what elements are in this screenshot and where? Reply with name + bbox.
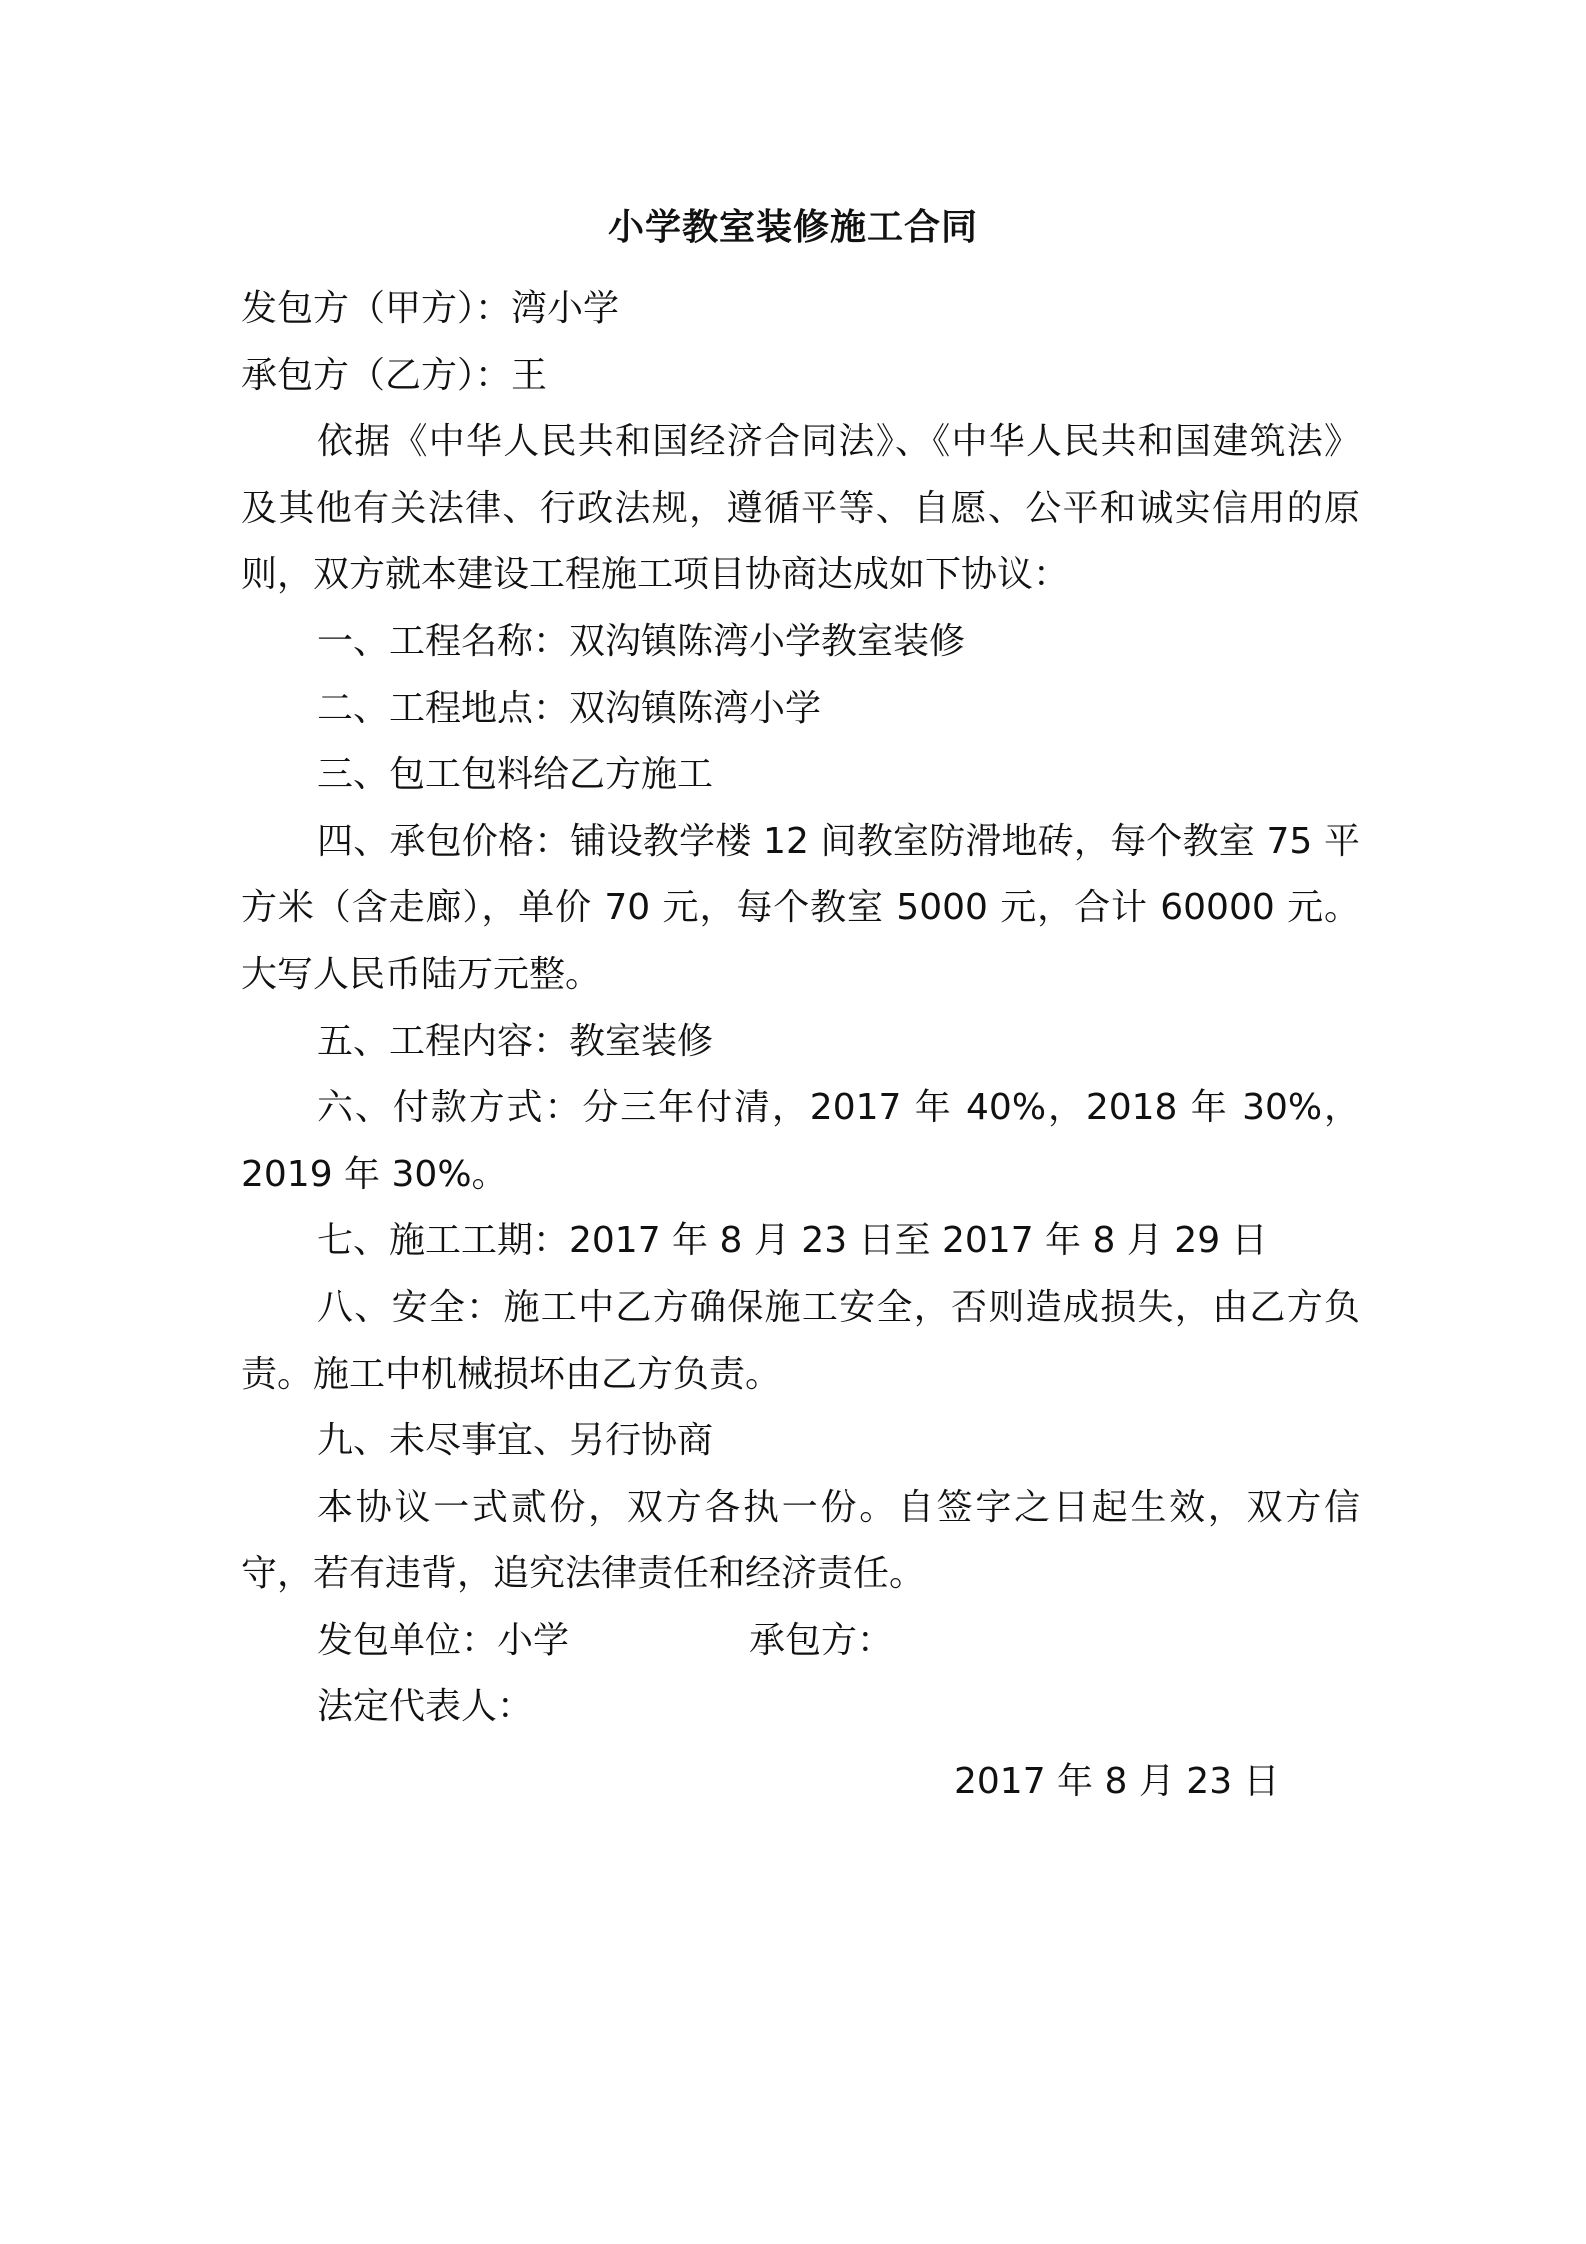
clause-6: 六、付款方式：分三年付清，2017 年 40%，2018 年 30%，2019 年 30%。 <box>241 1087 1360 1195</box>
clause-4: 四、承包价格：铺设教学楼 12 间教室防滑地砖，每个教室 75 平方米（含走廊），单价 70 元，每个教室 5000 元，合计 60000 元。大写人民币陆万元整。 <box>241 820 1360 995</box>
issuer-signature-label: 发包单位：小学 <box>317 1619 570 1661</box>
preamble-paragraph: 依据《中华人民共和国经济合同法》、《中华人民共和国建筑法》及其他有关法律、行政法规，遵循平等、自愿、公平和诚实信用的原则，双方就本建设工程施工项目协商达成如下协议： <box>241 421 1360 596</box>
contract-body <box>241 276 1360 1741</box>
clause-5: 五、工程内容：教室装修 <box>317 1020 714 1062</box>
clause-2: 二、工程地点：双沟镇陈湾小学 <box>317 687 822 729</box>
party-a-line: 发包方（甲方）：湾小学 <box>241 288 620 329</box>
signing-date: 2017 年 8 月 23 日 <box>954 1761 1280 1802</box>
legal-rep-label: 法定代表人： <box>317 1686 534 1728</box>
legal-rep-row <box>241 1674 1360 1741</box>
clause-7: 七、施工工期：2017 年 8 月 23 日至 2017 年 8 月 29 日 <box>317 1220 1268 1262</box>
clause-9: 九、未尽事宜、另行协商 <box>317 1420 714 1462</box>
clause-8: 八、安全：施工中乙方确保施工安全，否则造成损失，由乙方负责。施工中机械损坏由乙方负责。 <box>241 1286 1360 1395</box>
party-b-line: 承包方（乙方）：王 <box>241 354 548 396</box>
clause-3: 三、包工包料给乙方施工 <box>317 754 714 796</box>
clause-1: 一、工程名称：双沟镇陈湾小学教室装修 <box>317 620 966 662</box>
signature-row <box>241 1608 1360 1675</box>
date-row <box>0 1752 1586 1812</box>
document-title: 小学教室装修施工合同 <box>607 207 978 248</box>
closing-paragraph: 本协议一式贰份，双方各执一份。自签字之日起生效，双方信守，若有违背，追究法律责任和经济责任。 <box>241 1486 1360 1595</box>
contractor-signature-label: 承包方： <box>749 1619 894 1661</box>
